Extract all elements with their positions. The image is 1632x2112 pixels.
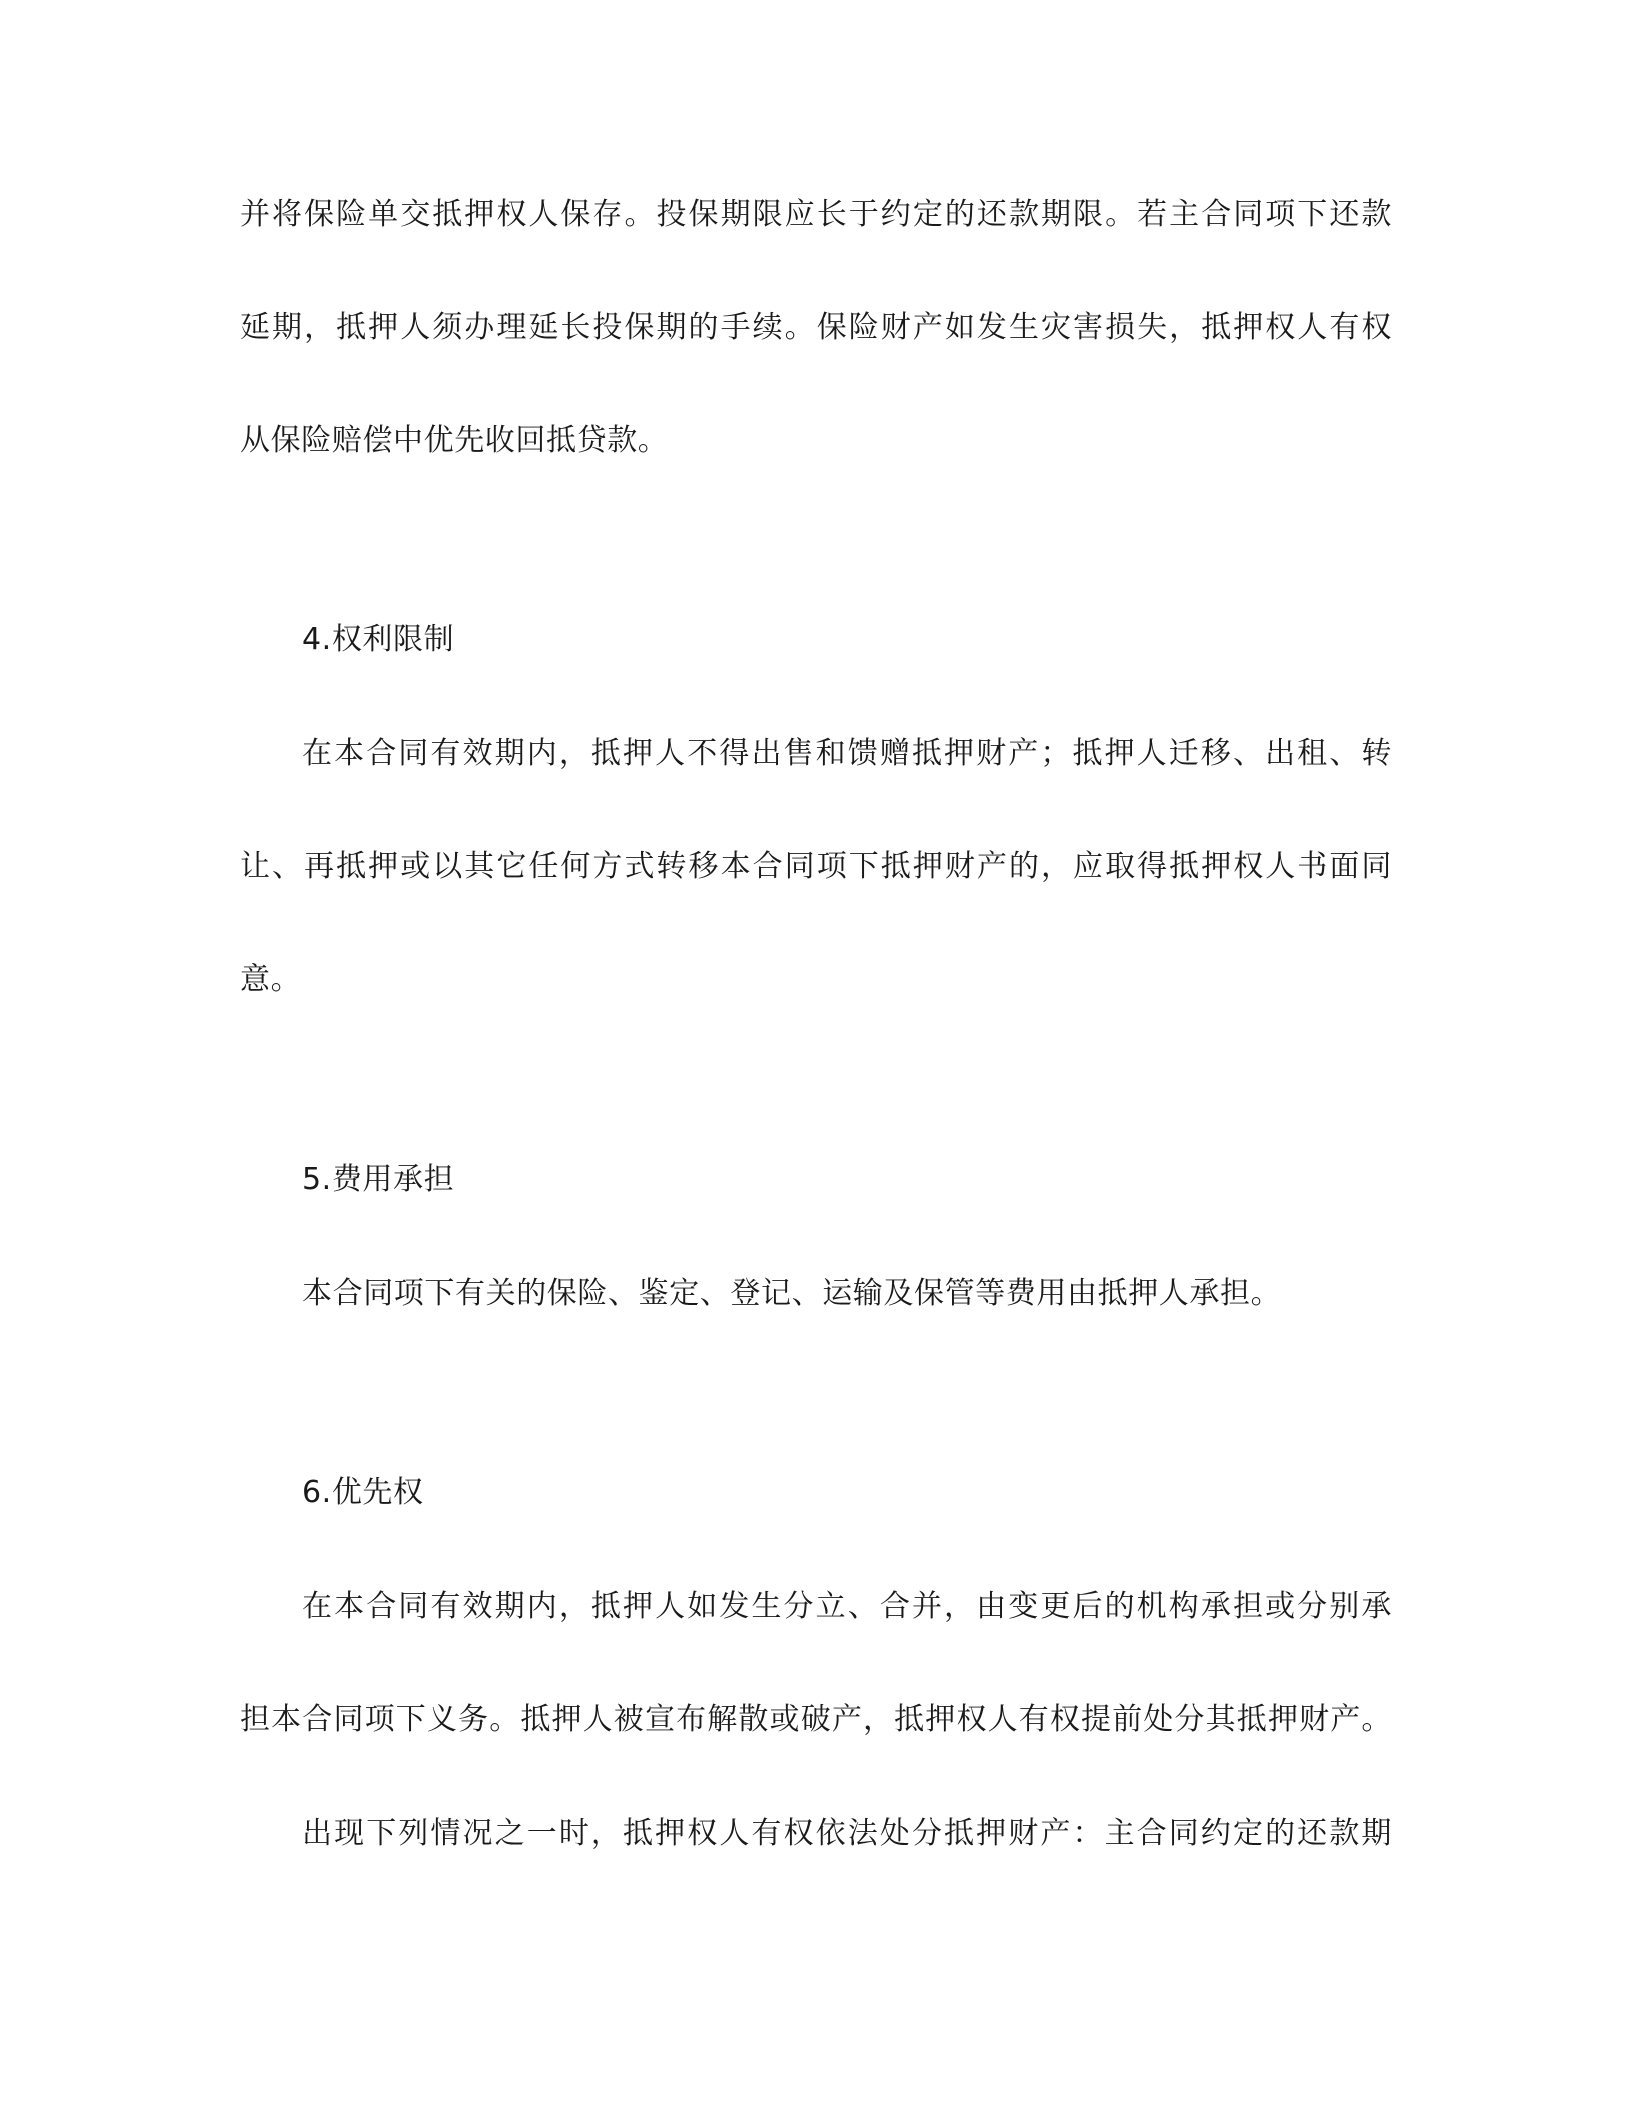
paragraph-line: 本合同项下有关的保险、鉴定、登记、运输及保管等费用由抵押人承担。 (302, 1276, 1282, 1311)
paragraph-line: 从保险赔偿中优先收回抵贷款。 (240, 423, 669, 458)
paragraph-line: 并将保险单交抵押权人保存。投保期限应长于约定的还款期限。若主合同项下还款 (240, 197, 1392, 232)
paragraph-line: 在本合同有效期内，抵押人不得出售和馈赠抵押财产；抵押人迁移、出租、转 (302, 736, 1392, 771)
section-heading: 6.优先权 (302, 1475, 424, 1510)
paragraph-line: 出现下列情况之一时，抵押权人有权依法处分抵押财产：主合同约定的还款期 (302, 1816, 1392, 1851)
section-heading: 4.权利限制 (302, 622, 455, 657)
paragraph-line: 在本合同有效期内，抵押人如发生分立、合并，由变更后的机构承担或分别承 (302, 1589, 1392, 1624)
paragraph-line: 担本合同项下义务。抵押人被宣布解散或破产，抵押权人有权提前处分其抵押财产。 (240, 1702, 1392, 1737)
section-heading: 5.费用承担 (302, 1162, 455, 1197)
paragraph-line: 意。 (240, 962, 302, 997)
paragraph-line: 延期，抵押人须办理延长投保期的手续。保险财产如发生灾害损失，抵押权人有权 (240, 310, 1392, 345)
paragraph-line: 让、再抵押或以其它任何方式转移本合同项下抵押财产的，应取得抵押权人书面同 (240, 849, 1392, 884)
